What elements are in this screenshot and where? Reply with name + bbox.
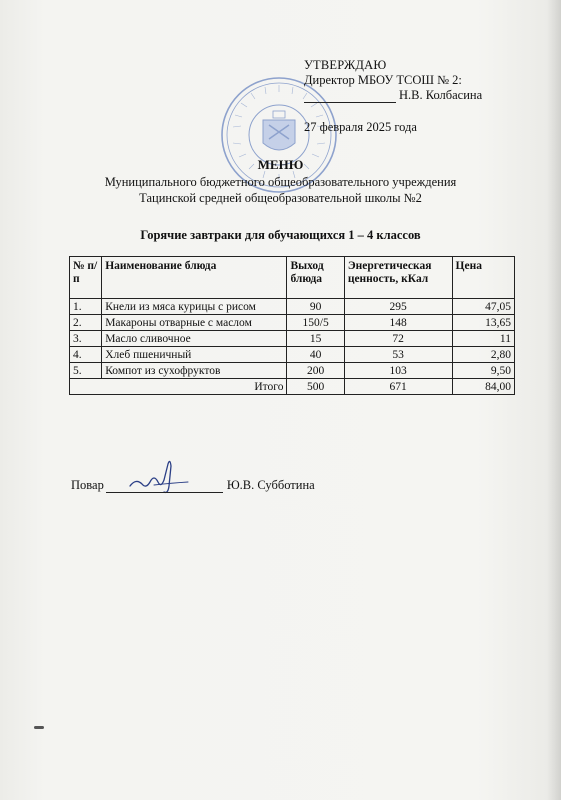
cell-yield: 15 [287,331,344,347]
cell-name: Масло сливочное [102,331,287,347]
cell-number: 3. [70,331,102,347]
cook-label: Повар [71,478,104,492]
org-line-1: Муниципального бюджетного общеобразовательного учреждения [104,175,457,189]
org-line-2: Тацинской средней общеобразовательной школы №2 [139,191,422,205]
col-header-name: Наименование блюда [102,257,287,299]
director-signature-line [304,91,396,103]
cell-price: 11 [452,331,514,347]
page-edge-shadow [547,0,561,800]
table-header-row [70,257,515,299]
cell-number: 5. [70,363,102,379]
cell-number: 2. [70,315,102,331]
cell-price: 47,05 [452,299,514,315]
cell-kcal: 148 [344,315,452,331]
total-yield: 500 [287,379,344,395]
cell-price: 9,50 [452,363,514,379]
approval-title: УТВЕРЖДАЮ [304,58,387,72]
cell-yield: 150/5 [287,315,344,331]
total-kcal: 671 [344,379,452,395]
cook-signature-line [106,481,223,493]
cell-yield: 40 [287,347,344,363]
cell-kcal: 103 [344,363,452,379]
cell-number: 4. [70,347,102,363]
cell-kcal: 53 [344,347,452,363]
approval-date: 27 февраля 2025 года [304,120,417,134]
cell-yield: 90 [287,299,344,315]
approval-block [304,58,482,103]
table-row [70,347,515,363]
director-name: Н.В. Колбасина [399,88,483,102]
cell-name: Компот из сухофруктов [102,363,287,379]
cell-number: 1. [70,299,102,315]
menu-subtitle: Горячие завтраки для обучающихся 1 – 4 классов [140,228,421,242]
approval-position: Директор МБОУ ТСОШ № 2: [304,73,462,87]
table-row [70,299,515,315]
cell-kcal: 72 [344,331,452,347]
cell-name: Кнели из мяса курицы с рисом [102,299,287,315]
director-signature-row [304,88,482,103]
col-header-kcal: Энергетическая ценность, кКал [344,257,452,299]
paper-mark [34,726,44,729]
col-header-number: № п/п [70,257,102,299]
col-header-price: Цена [452,257,514,299]
table-total-row [70,379,515,395]
page-title: МЕНЮ [257,157,304,172]
total-price: 84,00 [452,379,514,395]
col-header-yield: Выход блюда [287,257,344,299]
cook-name: Ю.В. Субботина [226,478,315,492]
cell-price: 2,80 [452,347,514,363]
menu-table [69,256,515,395]
cook-signature-row [71,478,315,493]
cell-name: Макароны отварные с маслом [102,315,287,331]
cell-name: Хлеб пшеничный [102,347,287,363]
table-row [70,315,515,331]
total-label: Итого [70,379,287,395]
cell-yield: 200 [287,363,344,379]
cell-price: 13,65 [452,315,514,331]
table-row [70,331,515,347]
table-row [70,363,515,379]
cell-kcal: 295 [344,299,452,315]
